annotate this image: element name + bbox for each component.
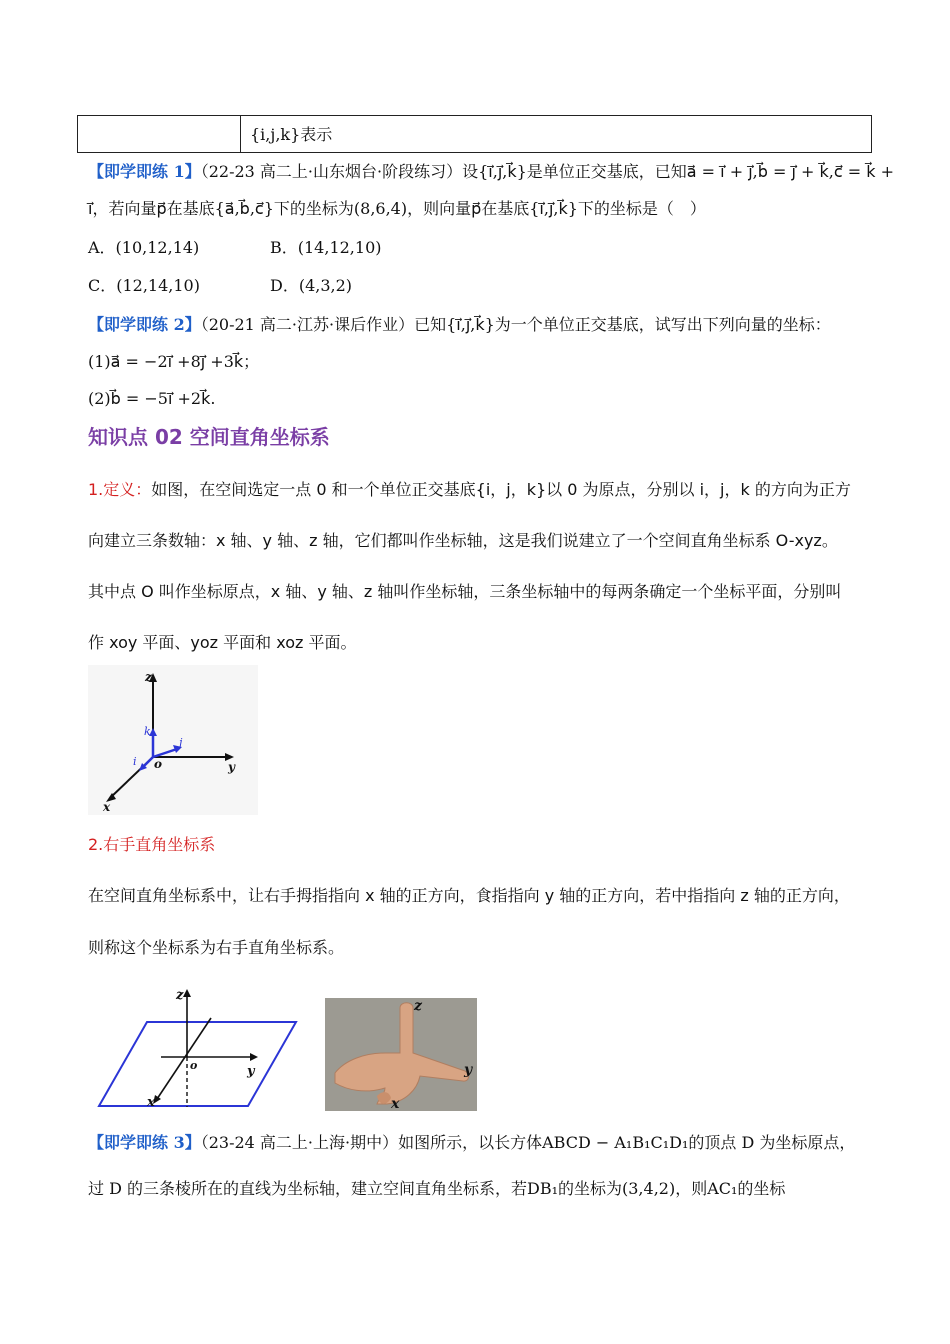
axes-figure <box>88 665 258 815</box>
axis-label-x: x <box>103 800 111 814</box>
plane-axes-figure <box>95 985 305 1110</box>
exercise-2-text-1: （20-21 高二·江苏·课后作业）已知{i⃗,j⃗,k⃗}为一个单位正交基底，试写出下列向量的坐标： <box>200 315 831 334</box>
table-row <box>77 115 872 153</box>
exercise-1-option-d: D．(4,3,2) <box>270 276 353 295</box>
definition-line-4: 作 xoy 平面、yoz 平面和 xoz 平面。 <box>88 633 357 652</box>
axis-label-y: y <box>247 1064 255 1079</box>
exercise-2-item-1: (1)a⃗ = −2i⃗ +8j⃗ +3k⃗； <box>88 352 260 371</box>
axes-figure-background <box>88 665 258 815</box>
exercise-2-tag: 【即学即练 2】 <box>88 315 201 334</box>
definition-line-1 <box>88 478 851 502</box>
vector-label-i: i <box>133 755 137 768</box>
exercise-2-item-2: (2)b⃗ = −5i⃗ +2k⃗. <box>88 389 216 408</box>
axis-label-z: z <box>145 670 152 684</box>
exercise-1-option-c: C．(12,14,10) <box>88 276 200 295</box>
origin-label: o <box>154 757 163 771</box>
exercise-1-line-2: i⃗，若向量p⃗在基底{a⃗,b⃗,c⃗}下的坐标为(8,6,4)，则向量p⃗在基底{i⃗,j⃗,k⃗}下的坐标是（ ） <box>88 199 706 218</box>
right-hand-heading: 2.右手直角坐标系 <box>88 835 216 854</box>
xoy-plane <box>99 1022 296 1106</box>
exercise-3-line-2: 过 D 的三条棱所在的直线为坐标轴，建立空间直角坐标系，若DB₁的坐标为(3,4,2)，则AC₁的坐标 <box>88 1179 786 1198</box>
exercise-1-option-a: A．(10,12,14) <box>88 238 200 257</box>
exercise-3-line-1 <box>88 1131 855 1155</box>
right-hand-photo <box>325 998 477 1111</box>
axis-label-x: x <box>147 1095 155 1110</box>
exercise-1-tag: 【即学即练 1】 <box>88 162 201 181</box>
z-axis-arrow <box>183 989 191 997</box>
vector-label-j: j <box>179 736 183 749</box>
definition-text-1: 如图，在空间选定一点 0 和一个单位正交基底{i，j，k}以 0 为原点，分别以 i，j，k 的方向为正方 <box>151 480 851 499</box>
exercise-3-text-1: （23-24 高二上·上海·期中）如图所示，以长方体ABCD − A₁B₁C₁D₁的顶点 D 为坐标原点， <box>200 1133 856 1152</box>
section-title: 知识点 02 空间直角坐标系 <box>88 425 330 449</box>
hand-label-x: x <box>391 1096 400 1111</box>
table-cell-text: {i,j,k}表示 <box>250 125 333 144</box>
exercise-1-line-1 <box>88 160 894 184</box>
exercise-1-option-b: B．(14,12,10) <box>270 238 382 257</box>
hand-label-z: z <box>414 998 422 1014</box>
right-hand-line-1: 在空间直角坐标系中，让右手拇指指向 x 轴的正方向，食指指向 y 轴的正方向，若中指指向 z 轴的正方向， <box>88 886 850 905</box>
definition-line-2: 向建立三条数轴：x 轴、y 轴、z 轴，它们都叫作坐标轴，这是我们说建立了一个空间直角坐标系 O-xyz。 <box>88 531 838 550</box>
exercise-3-tag: 【即学即练 3】 <box>88 1133 201 1152</box>
axis-label-z: z <box>176 988 184 1003</box>
y-axis-arrow <box>250 1053 258 1061</box>
origin-label: o <box>190 1059 198 1072</box>
definition-label: 1.定义： <box>88 480 152 499</box>
hand-label-y: y <box>464 1062 473 1078</box>
exercise-2-line-1 <box>88 313 831 337</box>
table-cell-empty <box>78 116 241 152</box>
axis-label-y: y <box>228 760 235 774</box>
definition-line-3: 其中点 O 叫作坐标原点，x 轴、y 轴、z 轴叫作坐标轴，三条坐标轴中的每两条确定一个坐标平面，分别叫 <box>88 582 842 601</box>
x-axis <box>157 1018 211 1099</box>
vector-label-k: k <box>144 725 151 738</box>
exercise-1-text-1: （22-23 高二上·山东烟台·阶段练习）设{i⃗,j⃗,k⃗}是单位正交基底，已知a⃗ = i⃗ + j⃗,b⃗ = j⃗ + k⃗,c⃗ = k⃗ + <box>200 162 894 181</box>
right-hand-line-2: 则称这个坐标系为右手直角坐标系。 <box>88 938 345 957</box>
